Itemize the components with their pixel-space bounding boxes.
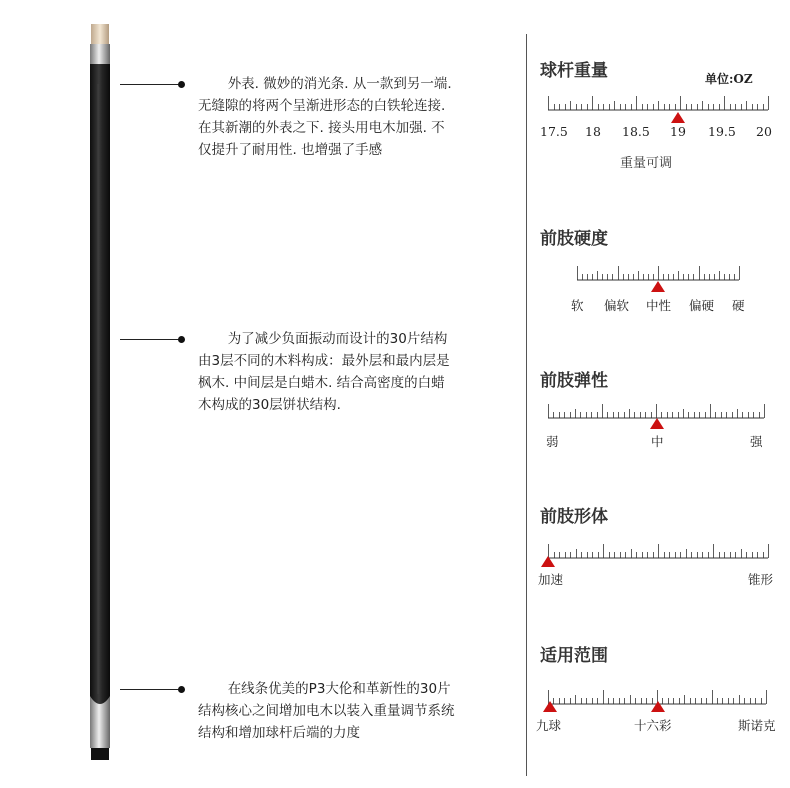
vertical-divider [526,34,527,776]
leader-dot-1 [178,81,185,88]
usage-label-2: 斯诺克 [738,718,776,733]
weight-label-0: 17.5 [540,124,568,139]
weight-label-3: 19 [670,124,686,139]
note-finish: 外表. 微妙的消光条. 从一款到另一端. 无缝隙的将两个呈渐进形态的白铁轮连接. 在其新潮的外表之下. 接头用电木加强. 不仅提升了耐用性. 也增强了手感 [198,76,452,158]
leader-dot-3 [178,686,185,693]
hardness-label-4: 硬 [732,298,745,313]
hardness-marker [651,281,665,292]
leader-line-3 [120,689,180,690]
spec-title-elasticity: 前肢弹性 [540,371,608,391]
note-weight-system: 在线条优美的P3大伦和革新性的30片结构核心之间增加电木以装入重量调节系统结构和增加球杆后端的力度 [198,681,455,741]
spec-title-usage: 适用范围 [540,646,608,666]
spec-title-shape: 前肢形体 [540,507,608,527]
spec-title-weight: 球杆重量 [540,61,608,81]
usage-marker-sixteen [651,701,665,712]
leader-line-1 [120,84,180,85]
cue-ferrule [91,24,109,46]
shape-label-0: 加速 [538,572,564,587]
cue-bumper [91,748,109,760]
usage-label-1: 十六彩 [634,718,672,733]
hardness-label-2: 中性 [646,298,672,313]
note-core-structure: 为了减少负面振动而设计的30片结构由3层不同的木料构成：最外层和最内层是枫木. 中间层是白蜡木. 结合高密度的白蜡木构成的30层饼状结构. [198,331,450,413]
usage-marker-nine-ball [543,701,557,712]
elasticity-label-1: 中 [651,434,664,449]
ruler-shape [548,544,768,564]
elasticity-label-0: 弱 [546,434,559,449]
weight-marker [671,112,685,123]
weight-label-2: 18.5 [622,124,650,139]
elasticity-marker [650,418,664,429]
usage-label-0: 九球 [536,718,562,733]
weight-label-5: 20 [756,124,772,139]
shape-marker [541,556,555,567]
cue-joint [90,44,110,56]
leader-line-2 [120,339,180,340]
pool-cue-illustration [82,24,118,762]
leader-dot-2 [178,336,185,343]
ruler-weight [548,96,768,116]
weight-label-1: 18 [585,124,601,139]
weight-label-4: 19.5 [708,124,736,139]
spec-title-hardness: 前肢硬度 [540,229,608,249]
elasticity-label-2: 强 [750,434,763,449]
weight-adjustable-note: 重量可调 [620,156,673,171]
spec-unit-weight: 单位:OZ [705,72,753,86]
cue-shaft [90,64,110,704]
hardness-label-1: 偏软 [604,298,630,313]
hardness-label-0: 软 [571,298,584,313]
shape-label-1: 锥形 [748,572,774,587]
hardness-label-3: 偏硬 [689,298,715,313]
